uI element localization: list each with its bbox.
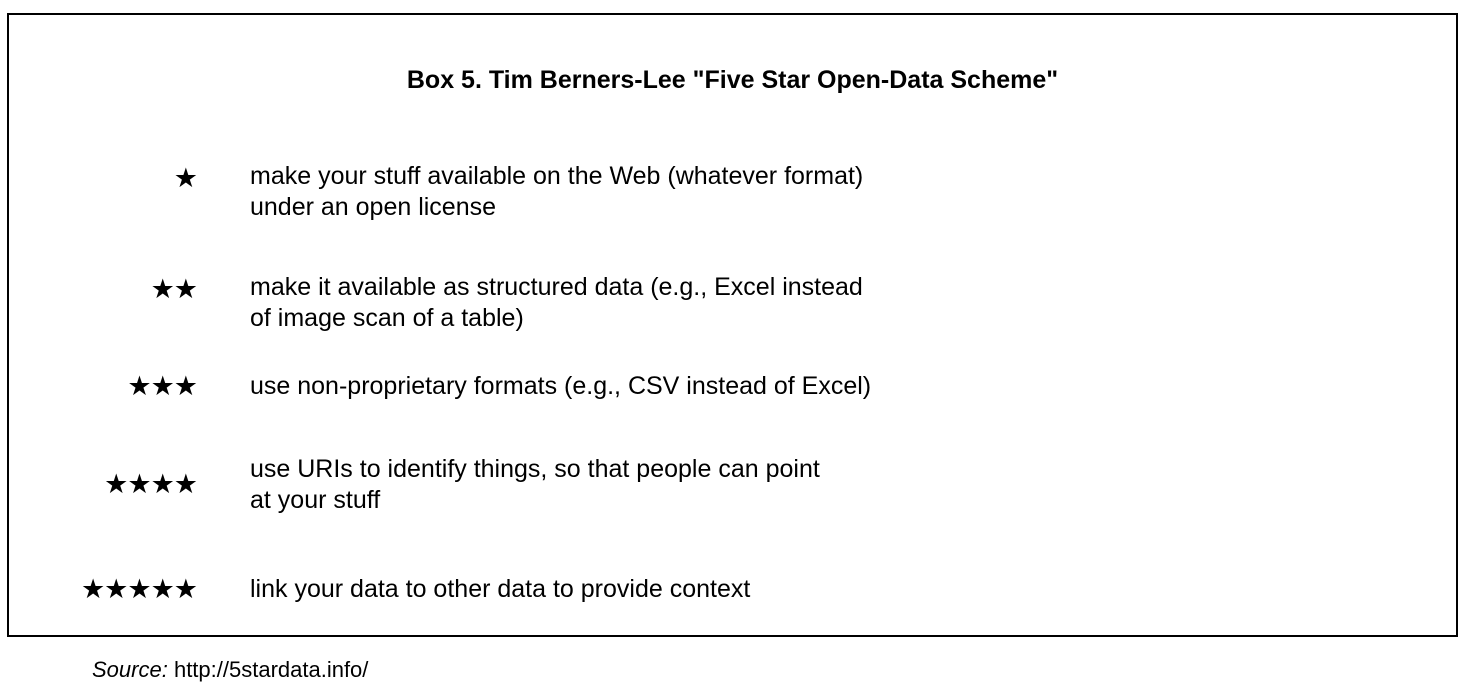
rating-description-line: use URIs to identify things, so that people can point bbox=[250, 455, 820, 483]
rating-description-line: at your stuff bbox=[250, 486, 381, 514]
star-rating-icon: ★★★★★ bbox=[80, 574, 197, 604]
source-label: Source: bbox=[92, 657, 168, 682]
star-rating-icon: ★ bbox=[173, 163, 197, 193]
rating-description-line: use non-proprietary formats (e.g., CSV instead of Excel) bbox=[250, 372, 872, 400]
rating-description bbox=[250, 371, 871, 402]
rating-description bbox=[250, 161, 863, 223]
rating-description bbox=[250, 574, 750, 605]
source-note bbox=[92, 656, 368, 684]
rating-description-line: make it available as structured data (e.g., Excel instead bbox=[250, 273, 863, 301]
rating-description-line: make your stuff available on the Web (whatever format) bbox=[250, 162, 864, 190]
rating-description-line: of image scan of a table) bbox=[250, 304, 524, 332]
star-rating-icon: ★★★★ bbox=[104, 469, 197, 499]
source-url: http://5stardata.info/ bbox=[173, 657, 369, 682]
box-title: Box 5. Tim Berners-Lee "Five Star Open-Data Scheme" bbox=[406, 66, 1059, 94]
star-rating-icon: ★★★ bbox=[127, 371, 197, 401]
rating-description-line: link your data to other data to provide context bbox=[250, 575, 751, 603]
rating-description bbox=[250, 272, 863, 334]
rating-description bbox=[250, 454, 820, 516]
rating-description-line: under an open license bbox=[250, 193, 497, 221]
star-rating-icon: ★★ bbox=[150, 274, 197, 304]
five-star-box bbox=[7, 13, 1458, 637]
